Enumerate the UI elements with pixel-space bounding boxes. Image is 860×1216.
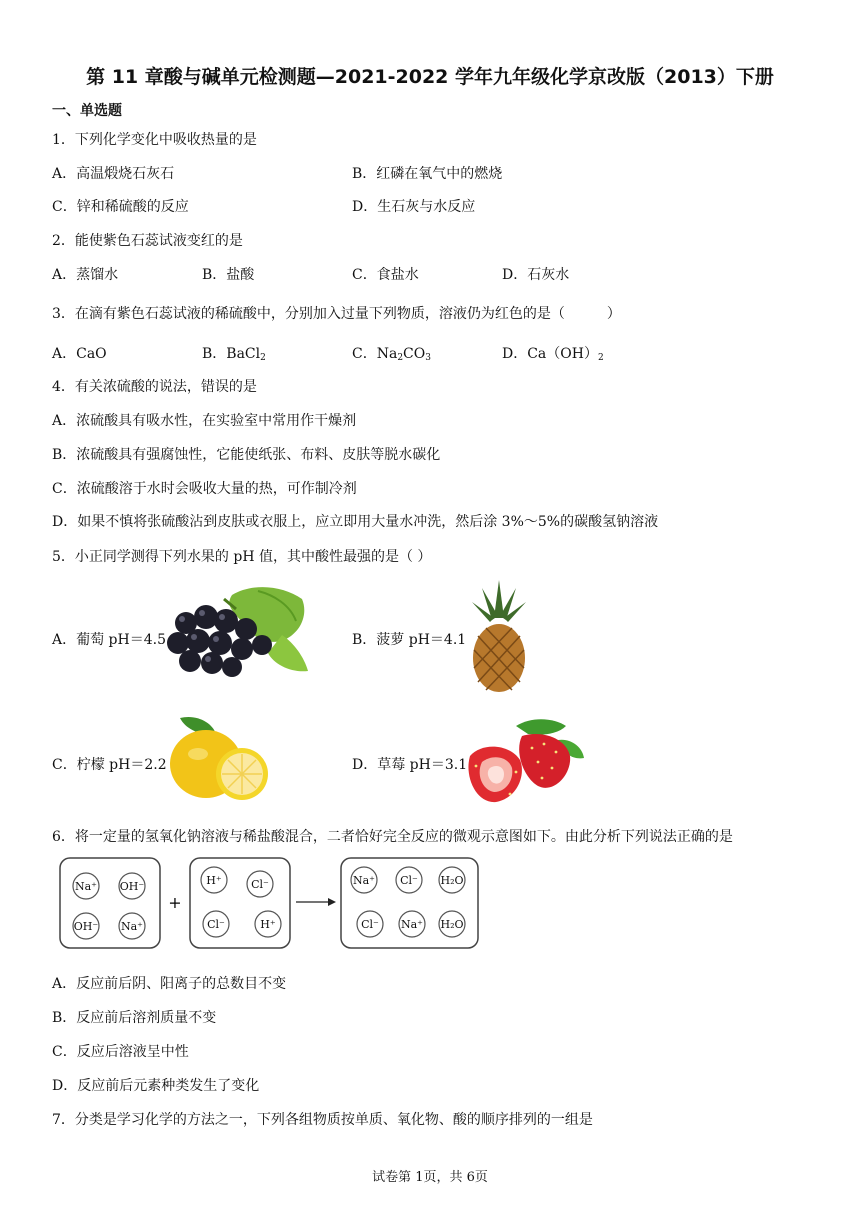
q2-option-b: B．盐酸 bbox=[202, 267, 255, 283]
q4-option-a: A．浓硫酸具有吸水性，在实验室中常用作干燥剂 bbox=[52, 413, 357, 429]
question-1-stem: 1．下列化学变化中吸收热量的是 bbox=[52, 132, 257, 148]
question-7-stem: 7．分类是学习化学的方法之一，下列各组物质按单质、氧化物、酸的顺序排列的一组是 bbox=[52, 1112, 593, 1128]
q6-option-b: B．反应前后溶剂质量不变 bbox=[52, 1010, 217, 1026]
q3-option-d: D．$Ca(OH)_2$ bbox=[502, 346, 604, 363]
question-6-stem: 6．将一定量的氢氧化钠溶液与稀盐酸混合，二者恰好完全反应的微观示意图如下。由此分析下列说法正确的是 bbox=[52, 829, 733, 845]
q3-option-a: A．CaO bbox=[52, 346, 107, 362]
question-4-stem: 4．有关浓硫酸的说法，错误的是 bbox=[52, 379, 257, 395]
page-title: 第 11 章酸与碱单元检测题—2021-2022 学年九年级化学京改版（2013）下册 bbox=[86, 66, 774, 88]
ion-label: Cl⁻ bbox=[251, 878, 269, 891]
ion-label: H⁺ bbox=[260, 918, 276, 931]
ion-label: Cl⁻ bbox=[400, 874, 418, 887]
ion-label: Na⁺ bbox=[353, 874, 375, 887]
q2-option-c: C．食盐水 bbox=[352, 267, 419, 283]
ion-label: Na⁺ bbox=[121, 920, 143, 933]
q4-option-d: D．如果不慎将张硫酸沾到皮肤或衣服上，应立即用大量水冲洗，然后涂 3%～5%的碳酸氢钠溶液 bbox=[52, 514, 659, 530]
pineapple-image bbox=[468, 578, 530, 694]
molecule-label: H₂O bbox=[440, 918, 464, 931]
q5-option-c: C．柠檬 pH＝2.2 bbox=[52, 757, 167, 773]
q3-option-b: B．BaCl$_2$ bbox=[202, 346, 266, 363]
page-footer: 试卷第 1页，共 6页 bbox=[372, 1170, 488, 1185]
q5-option-b: B．菠萝 pH＝4.1 bbox=[352, 632, 467, 648]
q4-option-b: B．浓硫酸具有强腐蚀性，它能使纸张、布料、皮肤等脱水碳化 bbox=[52, 447, 441, 463]
q2-option-d: D．石灰水 bbox=[502, 267, 570, 283]
q4-option-c: C．浓硫酸溶于水时会吸收大量的热，可作制冷剂 bbox=[52, 481, 357, 497]
ion-label: Na⁺ bbox=[75, 880, 97, 893]
q6-option-a: A．反应前后阴、阳离子的总数目不变 bbox=[52, 976, 287, 992]
ion-label: H⁺ bbox=[206, 874, 222, 887]
arrow-head bbox=[328, 898, 336, 906]
section-heading: 一、单选题 bbox=[52, 103, 122, 119]
ion-label: Cl⁻ bbox=[207, 918, 225, 931]
q1-option-b: B．红磷在氧气中的燃烧 bbox=[352, 166, 503, 182]
plus-sign: + bbox=[168, 893, 182, 912]
question-5-stem: 5．小正同学测得下列水果的 pH 值，其中酸性最强的是（ ） bbox=[52, 549, 432, 565]
ion-label: OH⁻ bbox=[73, 920, 99, 933]
q5-option-d: D．草莓 pH＝3.1 bbox=[352, 757, 468, 773]
molecule-label: H₂O bbox=[440, 874, 464, 887]
q1-option-d: D．生石灰与水反应 bbox=[352, 199, 476, 215]
ion-label: OH⁻ bbox=[119, 880, 145, 893]
lemon-image bbox=[162, 714, 272, 806]
q6-option-d: D．反应前后元素种类发生了变化 bbox=[52, 1078, 260, 1094]
q6-option-c: C．反应后溶液呈中性 bbox=[52, 1044, 189, 1060]
strawberry-image bbox=[462, 716, 586, 806]
ion-label: Na⁺ bbox=[401, 918, 423, 931]
reaction-diagram bbox=[56, 854, 482, 952]
question-3-stem: 3．在滴有紫色石蕊试液的稀硫酸中，分别加入过量下列物质，溶液仍为红色的是（ ） bbox=[52, 306, 621, 322]
q5-option-a: A．葡萄 pH＝4.5 bbox=[52, 632, 166, 648]
q1-option-c: C．锌和稀硫酸的反应 bbox=[52, 199, 189, 215]
q3-option-c: C．$Na_2CO_3$ bbox=[352, 346, 431, 363]
grape-image bbox=[162, 585, 310, 679]
q2-option-a: A．蒸馏水 bbox=[52, 267, 119, 283]
q1-option-a: A．高温煅烧石灰石 bbox=[52, 166, 175, 182]
ion-label: Cl⁻ bbox=[361, 918, 379, 931]
reactant-box-1 bbox=[60, 858, 160, 948]
question-2-stem: 2．能使紫色石蕊试液变红的是 bbox=[52, 233, 243, 249]
